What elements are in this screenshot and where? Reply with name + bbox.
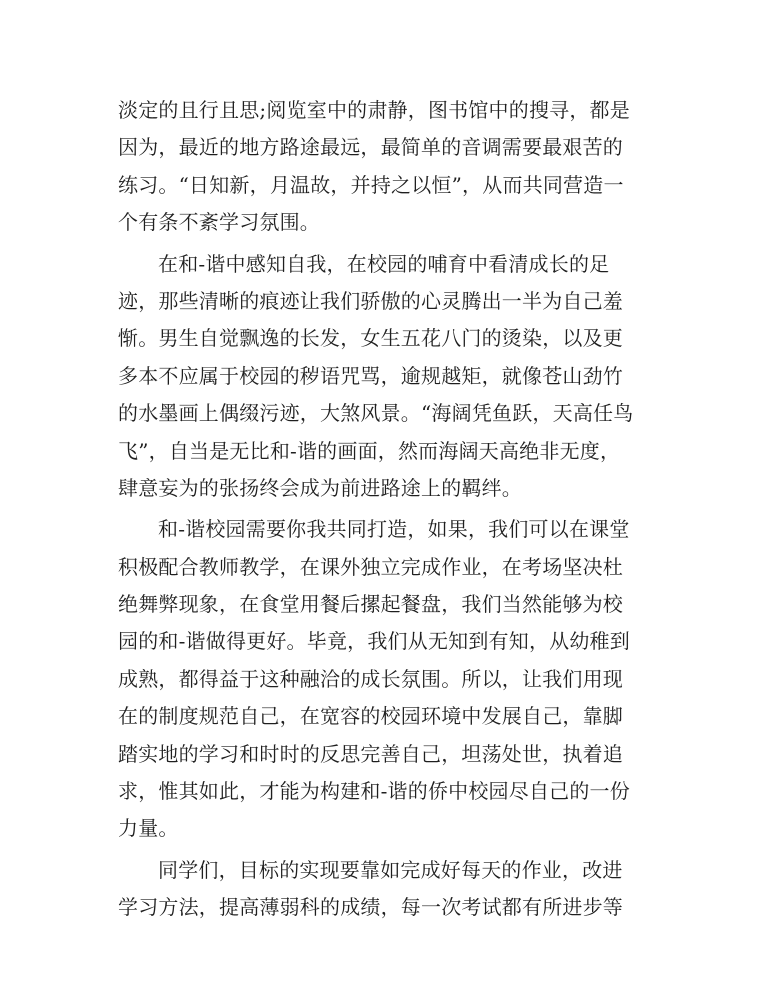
document-body	[118, 92, 658, 927]
paragraph-line: 力量。	[118, 816, 179, 841]
paragraph-line: 个有条不紊学习氛围。	[118, 210, 320, 235]
paragraph-line: 惭。男生自觉飘逸的长发，女生五花八门的烫染，以及更	[118, 326, 623, 351]
paragraph-line: 求，惟其如此，才能为构建和-谐的侨中校园尽自己的一份	[118, 779, 630, 804]
paragraph-line: 同学们，目标的实现要靠如完成好每天的作业，改进	[158, 857, 623, 882]
paragraph-line: 成熟，都得益于这种融洽的成长氛围。所以，让我们用现	[118, 666, 623, 691]
paragraph-line: 积极配合教师教学，在课外独立完成作业，在考场坚决杜	[118, 554, 623, 579]
paragraph-2	[118, 246, 658, 508]
paragraph-line: 踏实地的学习和时时的反思完善自己，坦荡处世，执着追	[118, 741, 623, 766]
paragraph-line: 的水墨画上偶缀污迹，大煞风景。“海阔凭鱼跃，天高任鸟	[118, 401, 634, 426]
paragraph-line: 因为，最近的地方路途最远，最简单的音调需要最艰苦的	[118, 135, 623, 160]
paragraph-line: 学习方法，提高薄弱科的成绩，每一次考试都有所进步等	[118, 895, 623, 920]
paragraph-line: 飞”，自当是无比和-谐的画面，然而海阔天高绝非无度，	[118, 438, 621, 463]
paragraph-1	[118, 92, 658, 242]
paragraph-line: 肆意妄为的张扬终会成为前进路途上的羁绊。	[118, 475, 522, 500]
paragraph-line: 多本不应属于校园的秽语咒骂，逾规越矩，就像苍山劲竹	[118, 363, 623, 388]
paragraph-line: 迹，那些清晰的痕迹让我们骄傲的心灵腾出一半为自己羞	[118, 288, 623, 313]
paragraph-line: 绝舞弊现象，在食堂用餐后摞起餐盘，我们当然能够为校	[118, 592, 623, 617]
paragraph-line: 在的制度规范自己，在宽容的校园环境中发展自己，靠脚	[118, 704, 623, 729]
paragraph-line: 园的和-谐做得更好。毕竟，我们从无知到有知，从幼稚到	[118, 629, 630, 654]
paragraph-line: 和-谐校园需要你我共同打造，如果，我们可以在课堂	[158, 517, 630, 542]
paragraph-4	[118, 852, 658, 927]
paragraph-line: 淡定的且行且思;阅览室中的肃静，图书馆中的搜寻，都是	[118, 98, 630, 122]
paragraph-line: 在和-谐中感知自我，在校园的哺育中看清成长的足	[158, 251, 610, 276]
paragraph-line: 练习。“日知新，月温故，并持之以恒”，从而共同营造一	[118, 172, 624, 197]
paragraph-3	[118, 511, 658, 848]
